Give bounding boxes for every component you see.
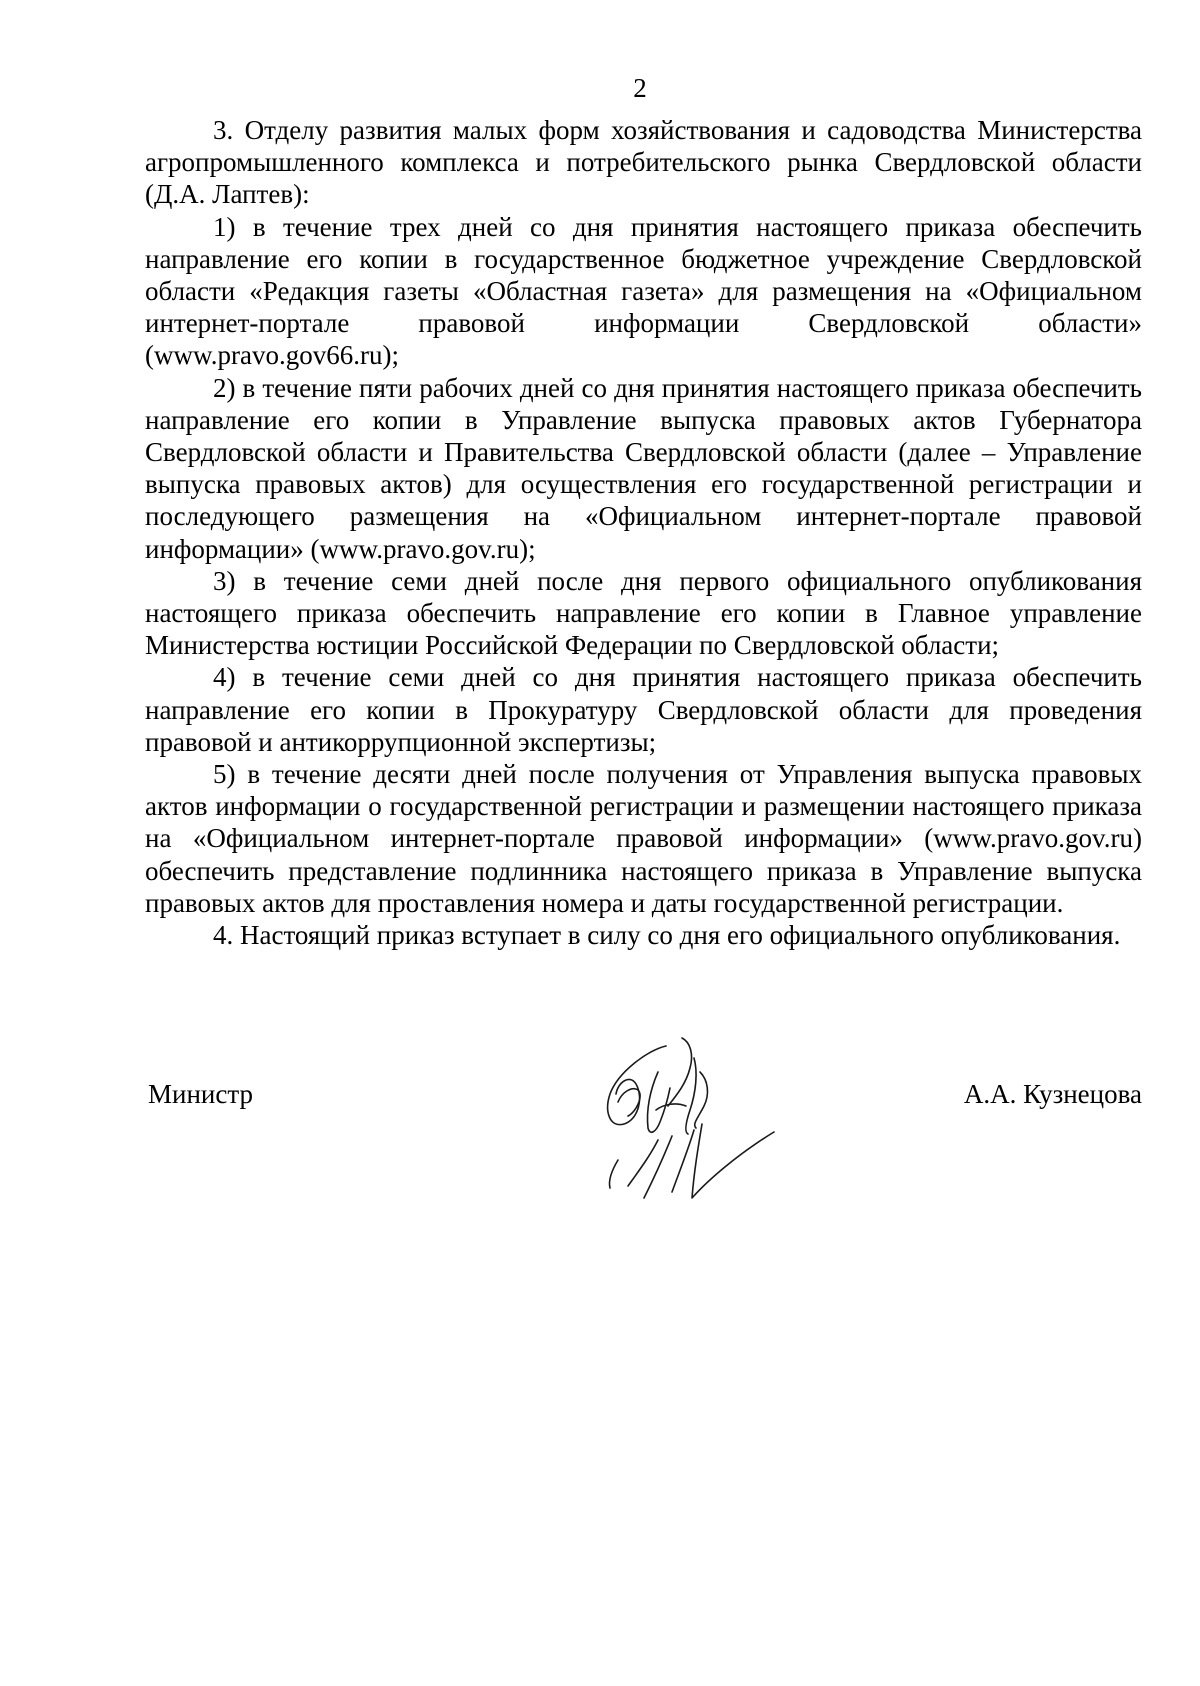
paragraph-subitem-4: 4) в течение семи дней со дня принятия настоящего приказа обеспечить направление его копии в Прокуратуру Свердловской области для проведения правовой и антикоррупционной экспертизы; <box>145 662 1142 757</box>
signatory-name: А.А. Кузнецова <box>963 1079 1142 1109</box>
paragraph-item-3: 3. Отделу развития малых форм хозяйствования и садоводства Министерства агропромышленного комплекса и потребительского рынка Свердловской области (Д.А. Лаптев): <box>145 115 1142 210</box>
page-number: 2 <box>633 73 647 103</box>
document-body <box>145 114 1142 951</box>
signatory-title: Министр <box>148 1079 253 1109</box>
paragraph-item-4: 4. Настоящий приказ вступает в силу со дня его официального опубликования. <box>213 920 1121 951</box>
paragraph-subitem-1: 1) в течение трех дней со дня принятия настоящего приказа обеспечить направление его копии в государственное бюджетное учреждение Свердловской области «Редакция газеты «Областная газета» для размещения на «Официальном интернет-портале правовой информации Свердловской области» (www.pravo.gov66.ru); <box>145 211 1142 371</box>
paragraph-subitem-2: 2) в течение пяти рабочих дней со дня принятия настоящего приказа обеспечить направление его копии в Управление выпуска правовых актов Губернатора Свердловской области и Правительства Свердловской области (далее – Управление выпуска правовых актов) для осуществления его государственной регистрации и последующего размещения на «Официальном интернет-портале правовой информации» (www.pravo.gov.ru); <box>145 372 1142 564</box>
paragraph-subitem-3: 3) в течение семи дней после дня первого официального опубликования настоящего приказа обеспечить направление его копии в Главное управление Министерства юстиции Российской Федерации по Свердловской области; <box>145 565 1142 661</box>
paragraph-subitem-5: 5) в течение десяти дней после получения от Управления выпуска правовых актов информации о государственной регистрации и размещении настоящего приказа на «Официальном интернет-портале правовой информации» (www.pravo.gov.ru) обеспечить представление подлинника настоящего приказа в Управление выпуска правовых актов для проставления номера и даты государственной регистрации. <box>145 759 1142 918</box>
handwritten-signature-icon <box>598 1032 788 1210</box>
